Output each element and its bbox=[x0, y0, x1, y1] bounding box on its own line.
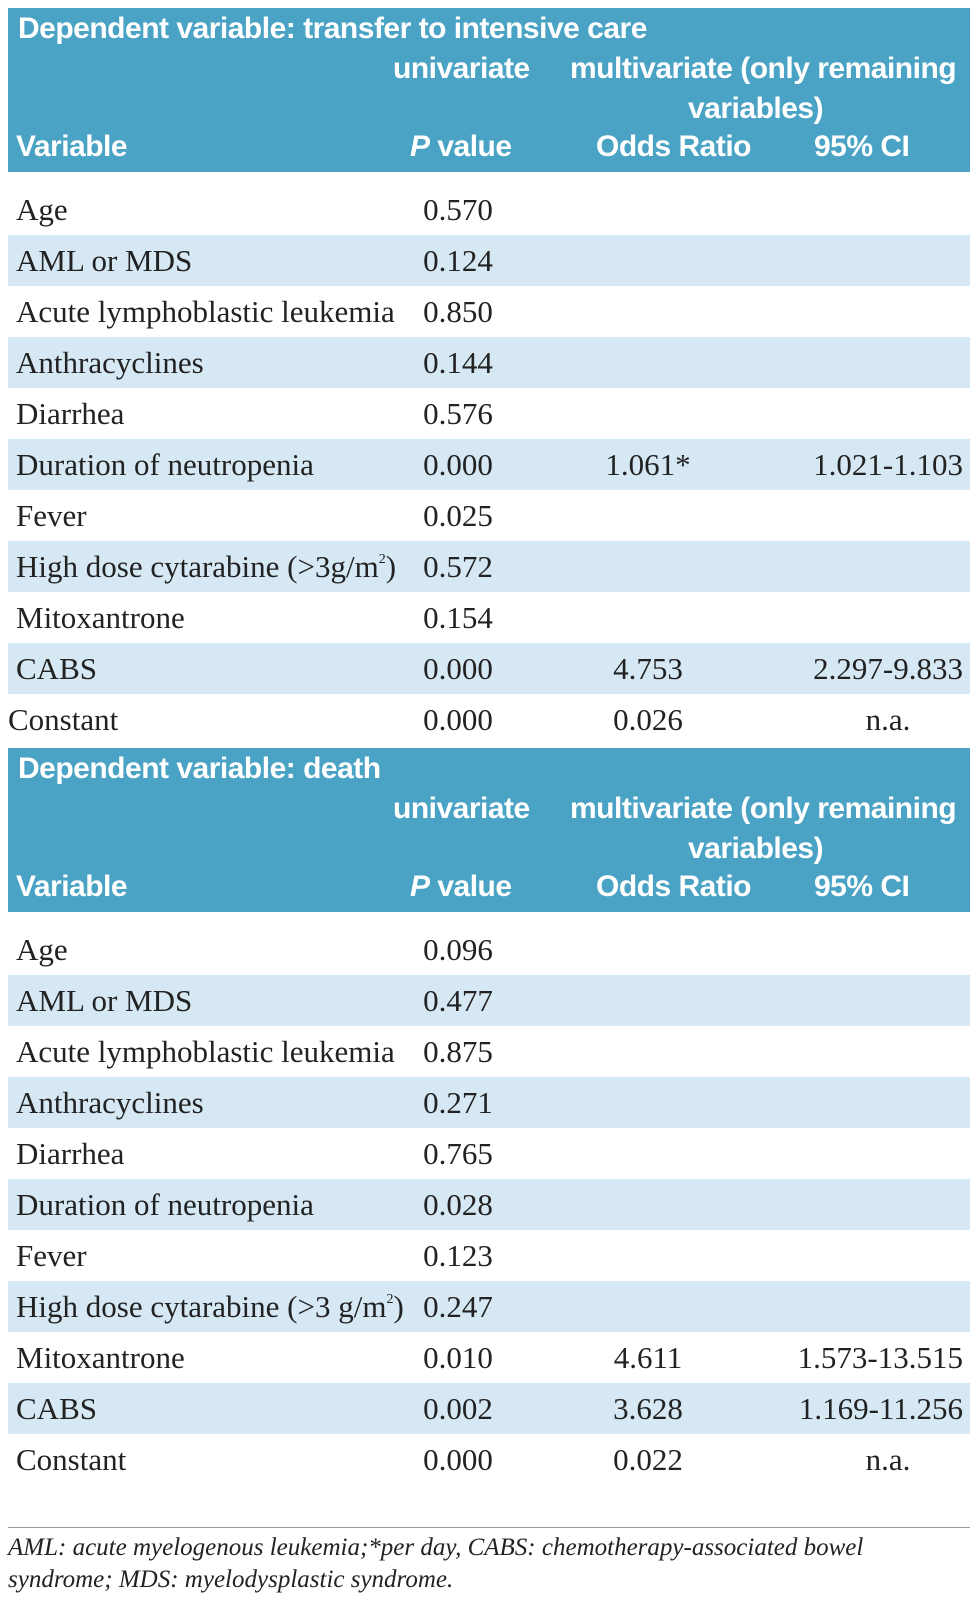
cell-variable: Acute lymphoblastic leukemia bbox=[16, 1034, 395, 1069]
cell-p-value: 0.124 bbox=[423, 243, 493, 278]
cell-p-value: 0.000 bbox=[423, 651, 493, 686]
cell-p-value: 0.576 bbox=[423, 396, 493, 431]
cell-p-value: 0.477 bbox=[423, 983, 493, 1018]
cell-variable: Age bbox=[16, 192, 68, 227]
col-odds-ratio: Odds Ratio bbox=[596, 130, 752, 163]
cell-p-value: 0.570 bbox=[423, 192, 493, 227]
cell-95-ci: n.a. bbox=[865, 702, 911, 737]
cell-odds-ratio: 4.611 bbox=[613, 1340, 683, 1375]
table-footnote: AML: acute myelogenous leukemia;*per day, CABS: chemotherapy-associated bowel syndrome; MDS: myelodysplastic syndrome. bbox=[8, 1534, 864, 1593]
multivariate-heading: multivariate (only remaining bbox=[570, 52, 957, 85]
cell-95-ci: 2.297-9.833 bbox=[813, 651, 963, 686]
table-row bbox=[8, 235, 970, 286]
cell-p-value: 0.572 bbox=[423, 549, 493, 584]
col-p-value: P value bbox=[410, 130, 512, 163]
table-row bbox=[8, 184, 970, 235]
section-title: Dependent variable: death bbox=[18, 752, 381, 785]
univariate-heading: univariate bbox=[393, 52, 530, 85]
cell-variable: AML or MDS bbox=[16, 243, 193, 278]
table-header bbox=[8, 748, 970, 912]
col-odds-ratio: Odds Ratio bbox=[596, 870, 752, 903]
multivariate-heading: multivariate (only remaining bbox=[570, 792, 957, 825]
cell-p-value: 0.875 bbox=[423, 1034, 493, 1069]
cell-95-ci: n.a. bbox=[865, 1442, 911, 1477]
cell-p-value: 0.144 bbox=[423, 345, 493, 380]
cell-variable: Age bbox=[16, 932, 68, 967]
cell-odds-ratio: 3.628 bbox=[613, 1391, 683, 1426]
cell-odds-ratio: 0.022 bbox=[613, 1442, 683, 1477]
table-death bbox=[8, 748, 970, 1485]
cell-variable: Mitoxantrone bbox=[16, 600, 185, 635]
cell-variable: CABS bbox=[16, 651, 97, 686]
col-variable: Variable bbox=[16, 870, 128, 903]
cell-variable: High dose cytarabine (>3 $g/m^2$) bbox=[16, 1289, 404, 1324]
cell-variable: High dose cytarabine $(>3g/m^2)$ bbox=[16, 549, 397, 584]
col-95-ci: 95% CI bbox=[814, 870, 910, 903]
cell-p-value: 0.096 bbox=[423, 932, 493, 967]
table-row bbox=[8, 1383, 970, 1434]
cell-variable: Duration of neutropenia bbox=[16, 1187, 314, 1222]
univariate-heading: univariate bbox=[393, 792, 530, 825]
cell-95-ci: 1.169-11.256 bbox=[798, 1391, 963, 1426]
table-row bbox=[8, 592, 970, 643]
table-row bbox=[8, 1077, 970, 1128]
cell-variable: Anthracyclines bbox=[16, 345, 204, 380]
col-variable: Variable bbox=[16, 130, 128, 163]
table-row bbox=[8, 694, 970, 745]
table-header bbox=[8, 8, 970, 172]
table-body bbox=[8, 184, 970, 745]
col-p-value: P value bbox=[410, 870, 512, 903]
cell-95-ci: 1.021-1.103 bbox=[813, 447, 963, 482]
table-row bbox=[8, 924, 970, 975]
cell-odds-ratio: 1.061* bbox=[605, 447, 691, 482]
cell-p-value: 0.000 bbox=[423, 1442, 493, 1477]
section-title: Dependent variable: transfer to intensive care bbox=[18, 12, 647, 45]
col-95-ci: 95% CI bbox=[814, 130, 910, 163]
cell-variable: Acute lymphoblastic leukemia bbox=[16, 294, 395, 329]
table-row bbox=[8, 388, 970, 439]
cell-p-value: 0.000 bbox=[423, 447, 493, 482]
cell-95-ci: 1.573-13.515 bbox=[797, 1340, 963, 1375]
table-row bbox=[8, 1179, 970, 1230]
cell-p-value: 0.271 bbox=[423, 1085, 493, 1120]
table-row bbox=[8, 643, 970, 694]
table-row bbox=[8, 1128, 970, 1179]
cell-variable: Anthracyclines bbox=[16, 1085, 204, 1120]
cell-p-value: 0.010 bbox=[423, 1340, 493, 1375]
table-row bbox=[8, 1434, 970, 1485]
table-row bbox=[8, 490, 970, 541]
table-row bbox=[8, 541, 970, 592]
cell-odds-ratio: 4.753 bbox=[613, 651, 683, 686]
table-row bbox=[8, 337, 970, 388]
cell-variable: CABS bbox=[16, 1391, 97, 1426]
cell-variable: Diarrhea bbox=[16, 1136, 125, 1171]
table-transfer-intensive-care bbox=[8, 8, 970, 745]
cell-variable: Fever bbox=[16, 498, 87, 533]
cell-variable: Duration of neutropenia bbox=[16, 447, 314, 482]
table-row bbox=[8, 975, 970, 1026]
cell-p-value: 0.000 bbox=[423, 702, 493, 737]
cell-p-value: 0.025 bbox=[423, 498, 493, 533]
cell-p-value: 0.765 bbox=[423, 1136, 493, 1171]
cell-p-value: 0.247 bbox=[423, 1289, 493, 1324]
cell-variable: Fever bbox=[16, 1238, 87, 1273]
cell-p-value: 0.850 bbox=[423, 294, 493, 329]
cell-p-value: 0.002 bbox=[423, 1391, 493, 1426]
cell-odds-ratio: 0.026 bbox=[613, 702, 683, 737]
cell-p-value: 0.123 bbox=[423, 1238, 493, 1273]
table-row bbox=[8, 1332, 970, 1383]
multivariate-heading-line2: variables) bbox=[688, 92, 824, 125]
multivariate-heading-line2: variables) bbox=[688, 832, 824, 865]
cell-p-value: 0.028 bbox=[423, 1187, 493, 1222]
table-row bbox=[8, 1026, 970, 1077]
cell-p-value: 0.154 bbox=[423, 600, 493, 635]
table-body bbox=[8, 924, 970, 1485]
cell-variable: Mitoxantrone bbox=[16, 1340, 185, 1375]
cell-variable: Constant bbox=[16, 1442, 127, 1477]
table-row bbox=[8, 286, 970, 337]
table-row bbox=[8, 439, 970, 490]
table-row bbox=[8, 1281, 970, 1332]
cell-variable: Constant bbox=[8, 702, 119, 737]
cell-variable: Diarrhea bbox=[16, 396, 125, 431]
footer-divider bbox=[8, 1527, 970, 1528]
cell-variable: AML or MDS bbox=[16, 983, 193, 1018]
table-row bbox=[8, 1230, 970, 1281]
